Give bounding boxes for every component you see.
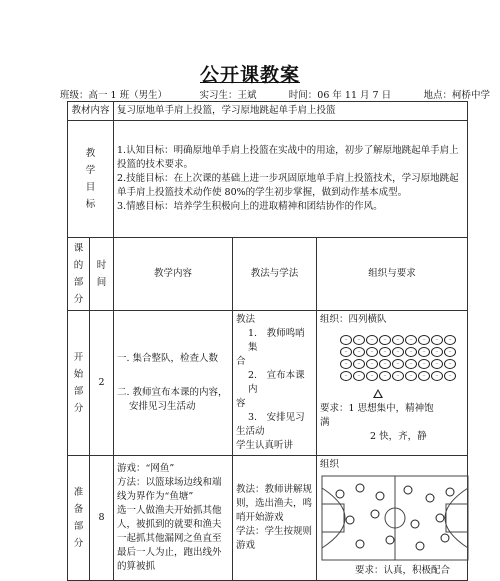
org-title: 组织 — [320, 459, 340, 470]
method-line: 学法：学生按规则游戏 — [236, 526, 313, 551]
class-info: 班级：高一 1 班（男生） — [60, 90, 168, 101]
goals-label: 教学目标 — [68, 121, 114, 238]
section-time: 2 — [90, 311, 114, 456]
header-time: 时间 — [90, 238, 114, 311]
player-icon — [376, 492, 384, 500]
student-face-icon: ·· — [405, 371, 417, 381]
player-icon — [441, 534, 449, 542]
student-face-icon: ·· — [405, 335, 417, 345]
place-info: 地点：柯桥中学 — [423, 90, 490, 101]
goal-item: 1.认知目标：明确原地单手肩上投篮在实战中的用途，初步了解原地跳起单手肩上投篮的技术要求。 — [117, 145, 459, 170]
org-title: 组织：四列横队 — [320, 314, 387, 325]
student-face-icon: ·· — [431, 347, 443, 357]
player-icon — [416, 542, 424, 550]
header-content: 教学内容 — [114, 238, 233, 311]
student-face-icon: ·· — [353, 359, 365, 369]
section-part: 准备部分 — [68, 456, 90, 581]
player-icon — [371, 510, 379, 518]
section-part: 开始部分 — [68, 311, 90, 456]
student-face-icon: ·· — [431, 335, 443, 345]
section-content — [114, 456, 233, 581]
student-face-icon: ·· — [366, 371, 378, 381]
content-text: 复习原地单手肩上投篮，学习原地跳起单手肩上投篮 — [114, 102, 468, 121]
player-icon — [436, 514, 444, 522]
content-row — [68, 102, 468, 121]
player-icon — [356, 484, 364, 492]
teacher-triangle-icon — [373, 389, 383, 398]
org-req: 2 快，齐，静 — [370, 431, 427, 442]
student-face-icon: ·· — [340, 359, 352, 369]
student-face-icon: ·· — [392, 347, 404, 357]
content-line: 一. 集合整队，检查人数 — [117, 353, 219, 364]
player-icon — [411, 520, 419, 528]
player-icon — [404, 486, 412, 494]
player-icon — [336, 490, 344, 498]
content-line: 安排见习生活动 — [129, 401, 196, 412]
method-line: 教法：教师讲解规则，选出渔夫，鸣哨开始游戏 — [236, 484, 313, 523]
section-org — [317, 311, 468, 456]
student-face-icon: ·· — [366, 359, 378, 369]
student-face-icon: ·· — [353, 371, 365, 381]
page-title: 公开课教案 — [199, 64, 300, 86]
student-face-icon: ·· — [444, 335, 456, 345]
content-line: 选一人做渔夫开始抓其他人，被抓到的就要和渔夫一起抓其他漏网之鱼直至最后一人为止，跑出线外的算被抓 — [117, 505, 222, 572]
goals-text — [114, 121, 468, 238]
student-face-icon: ·· — [392, 359, 404, 369]
lesson-info — [60, 87, 490, 101]
student-face-icon: ·· — [366, 335, 378, 345]
student-face-icon: ·· — [431, 371, 443, 381]
header-part: 课的部分 — [68, 238, 90, 311]
section-row-start — [68, 311, 468, 456]
content-line: 二. 教师宣布本课的内容， — [117, 387, 228, 398]
section-org — [317, 456, 468, 581]
player-icon — [386, 536, 394, 544]
student-face-icon: ·· — [392, 335, 404, 345]
student-face-icon: ·· — [379, 347, 391, 357]
student-face-icon: ·· — [340, 371, 352, 381]
header-method: 教法与学法 — [233, 238, 317, 311]
student-face-icon: ·· — [418, 371, 430, 381]
player-icon — [446, 488, 454, 496]
formation-diagram — [340, 335, 464, 381]
student-face-icon: ·· — [431, 359, 443, 369]
content-line: 游戏：“网鱼” — [117, 463, 175, 474]
method-line: 2. 宣布本课内 — [248, 370, 305, 395]
student-face-icon: ·· — [444, 359, 456, 369]
method-line: 学生认真听讲 — [236, 440, 294, 451]
basketball-court-diagram — [320, 474, 478, 564]
student-face-icon: ·· — [444, 371, 456, 381]
org-req: 满 — [320, 417, 330, 428]
section-content — [114, 311, 233, 456]
student-face-icon: ·· — [392, 371, 404, 381]
org-req: 要求：认真，积极配合 — [355, 565, 451, 576]
method-line: 1. 教师鸣哨集 — [248, 328, 305, 353]
method-line: 3. 安排见习 — [248, 412, 305, 423]
student-face-icon: ·· — [353, 347, 365, 357]
content-line: 方法：以篮球场边线和端线为界作为“鱼塘” — [117, 477, 222, 502]
goal-item: 2.技能目标：在上次课的基础上进一步巩固原地单手肩上投篮技术，学习原地跳起单手肩上投篮技术动作使 80%的学生初步掌握，做到动作基本成型。 — [117, 173, 459, 198]
court-svg — [320, 474, 470, 562]
student-face-icon: ·· — [379, 335, 391, 345]
student-face-icon: ·· — [418, 347, 430, 357]
student-face-icon: ·· — [366, 347, 378, 357]
method-line: 容 — [236, 398, 246, 409]
content-label: 教材内容 — [68, 102, 114, 121]
section-time: 8 — [90, 456, 114, 581]
player-icon — [426, 494, 434, 502]
student-face-icon: ·· — [444, 347, 456, 357]
section-row-prep — [68, 456, 468, 581]
student-face-icon: ·· — [340, 335, 352, 345]
method-line: 合 — [236, 356, 246, 367]
teacher-info: 实习生：王斌 — [199, 90, 257, 101]
goals-row — [68, 121, 468, 238]
student-face-icon: ·· — [418, 335, 430, 345]
method-line: 生活动 — [236, 426, 265, 437]
header-row — [68, 238, 468, 311]
student-face-icon: ·· — [353, 335, 365, 345]
player-icon — [356, 540, 364, 548]
lesson-plan-table — [67, 101, 468, 581]
player-icon — [346, 516, 354, 524]
org-req: 要求：1 思想集中，精神饱 — [320, 403, 434, 414]
student-face-icon: ·· — [340, 347, 352, 357]
header-org: 组织与要求 — [317, 238, 468, 311]
method-line: 教法 — [236, 314, 256, 325]
student-face-icon: ·· — [405, 347, 417, 357]
student-face-icon: ·· — [405, 359, 417, 369]
goal-item: 3.情感目标：培养学生积极向上的进取精神和团结协作的作风。 — [117, 201, 383, 212]
student-face-icon: ·· — [418, 359, 430, 369]
section-method — [233, 311, 317, 456]
student-face-icon: ·· — [379, 371, 391, 381]
section-method — [233, 456, 317, 581]
time-info: 时间：06 年 11 月 7 日 — [288, 90, 392, 101]
student-face-icon: ·· — [379, 359, 391, 369]
